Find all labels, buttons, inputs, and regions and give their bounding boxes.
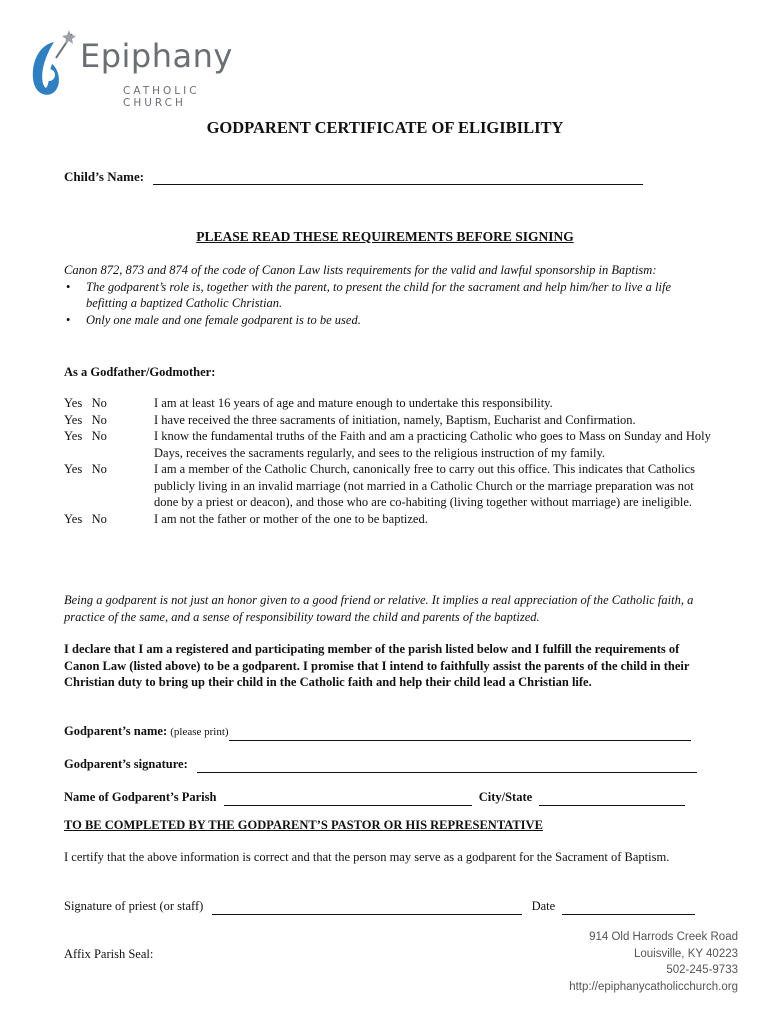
godparent-name-field[interactable] xyxy=(229,726,691,741)
canon-bullet: • The godparent’s role is, together with the parent, to present the child for the sacrament and help him/her to live a life befitting a baptized Catholic Christian. xyxy=(64,279,714,312)
date-label: Date xyxy=(531,899,556,913)
please-print-note: (please print) xyxy=(170,726,229,738)
declaration-text: I declare that I am a registered and participating member of the parish listed below and I fulfill the requirements of Canon Law (listed above) to be a godparent. I promise that I intend to faithfully assist the parents of the child in their Christian duty to bring up their child in the Catholic faith and help their child lead a Christian life. xyxy=(64,642,690,689)
requirement-row xyxy=(64,511,714,528)
certify-text: I certify that the above information is correct and that the person may serve as a godparent for the Sacrament of Baptism. xyxy=(64,850,670,864)
yes-no-choice[interactable]: Yes No xyxy=(64,511,107,526)
logo-subtitle: CATHOLIC CHURCH xyxy=(123,85,200,109)
requirement-row xyxy=(64,461,714,511)
priest-signature-row xyxy=(64,898,714,915)
being-godparent-text: Being a godparent is not just an honor given to a good friend or relative. It implies a real appreciation of the Catholic faith, a practice of the same, and a sense of responsibility toward the child and parents of the baptized. xyxy=(64,593,694,624)
church-address xyxy=(569,929,738,995)
parish-label: Name of Godparent’s Parish xyxy=(64,790,217,804)
canon-bullet: • Only one male and one female godparent is to be used. xyxy=(64,312,714,329)
requirements-list xyxy=(64,395,714,527)
requirement-text: I am not the father or mother of the one to be baptized. xyxy=(154,511,428,526)
church-logo xyxy=(28,28,248,109)
requirement-text: I am a member of the Catholic Church, canonically free to carry out this office. This indicates that Catholics publicly living in an invalid marriage (not married in a Catholic Church or the marriage preparation was not done by a priest or deacon), and those who are co-habiting (living together without marriage) are ineligible. xyxy=(154,462,696,509)
logo-name: Epiphany xyxy=(80,37,233,75)
affix-seal-label: Affix Parish Seal: xyxy=(64,947,154,961)
address-website[interactable]: http://epiphanycatholicchurch.org xyxy=(569,980,738,993)
canon-intro: Canon 872, 873 and 874 of the code of Canon Law lists requirements for the valid and lawful sponsorship in Baptism: xyxy=(64,263,657,277)
requirement-row xyxy=(64,395,714,412)
godparent-signature-row xyxy=(64,756,714,773)
requirement-text: I am at least 16 years of age and mature enough to undertake this responsibility. xyxy=(154,396,553,410)
child-name-label: Child’s Name: xyxy=(64,169,145,184)
godparent-signature-field[interactable] xyxy=(197,758,697,773)
canon-section xyxy=(64,262,714,328)
requirements-heading: PLEASE READ THESE REQUIREMENTS BEFORE SIGNING xyxy=(196,229,574,244)
city-state-label: City/State xyxy=(478,790,533,804)
document-title: GODPARENT CERTIFICATE OF ELIGIBILITY xyxy=(206,118,564,137)
requirement-text: I know the fundamental truths of the Faith and am a practicing Catholic who goes to Mass on Sunday and Holy Days, receives the sacraments regularly, and sees to the religious instruction of my family. xyxy=(154,429,711,460)
godparent-name-label: Godparent’s name: xyxy=(64,724,168,738)
godparent-signature-label: Godparent’s signature: xyxy=(64,757,188,771)
priest-signature-label: Signature of priest (or staff) xyxy=(64,899,204,913)
pastor-heading: TO BE COMPLETED BY THE GODPARENT’S PASTOR OR HIS REPRESENTATIVE xyxy=(64,818,543,832)
child-name-row xyxy=(64,169,643,185)
yes-no-choice[interactable]: Yes No xyxy=(64,396,107,410)
address-street: 914 Old Harrods Creek Road xyxy=(589,931,738,943)
requirement-text: I have received the three sacraments of initiation, namely, Baptism, Eucharist and Confirmation. xyxy=(154,412,636,427)
yes-no-choice[interactable]: Yes No xyxy=(64,429,107,443)
parish-field[interactable] xyxy=(224,791,472,806)
requirement-row xyxy=(64,412,714,429)
child-name-field[interactable] xyxy=(153,170,643,185)
yes-no-choice[interactable]: Yes No xyxy=(64,462,107,476)
requirement-row xyxy=(64,428,714,461)
address-phone: 502-245-9733 xyxy=(666,964,738,976)
parish-row xyxy=(64,789,714,806)
canon-bullet-list xyxy=(64,279,714,329)
date-field[interactable] xyxy=(562,900,695,915)
as-a-heading: As a Godfather/Godmother: xyxy=(64,365,216,379)
priest-signature-field[interactable] xyxy=(212,900,522,915)
city-state-field[interactable] xyxy=(539,791,685,806)
godparent-name-row xyxy=(64,723,714,741)
epiphany-logo-icon xyxy=(28,28,76,100)
address-city: Louisville, KY 40223 xyxy=(634,947,738,960)
yes-no-choice[interactable]: Yes No xyxy=(64,412,107,427)
